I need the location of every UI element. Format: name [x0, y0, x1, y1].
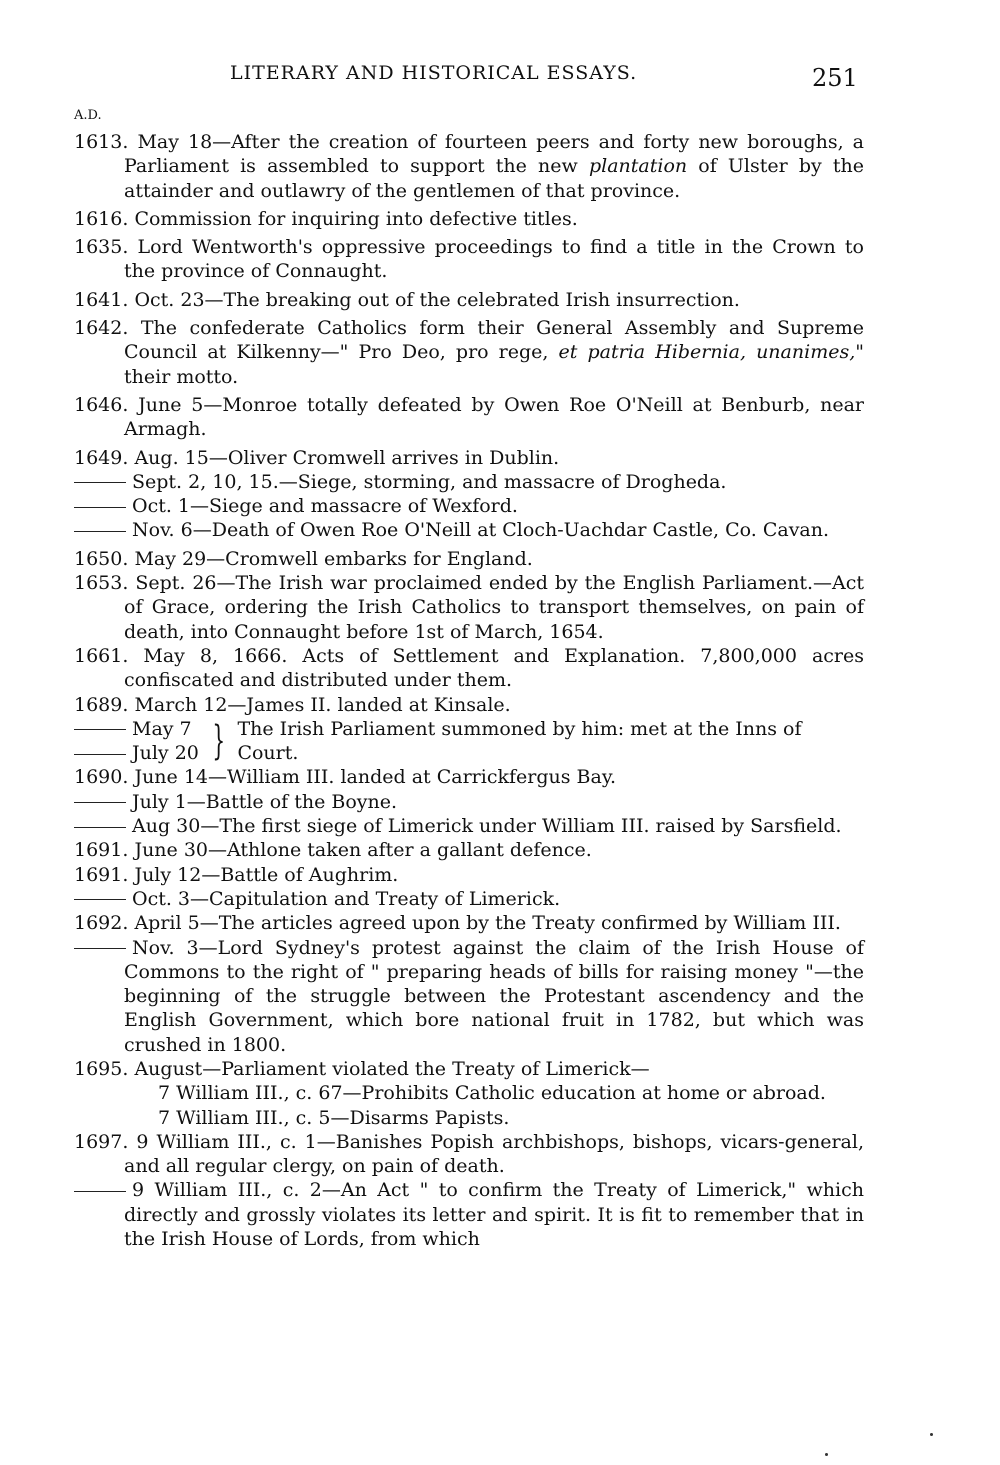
- entry-1697-treaty: 9 William III., c. 2—An Act " to confirm the Treaty of Limerick," which directly and grossly violates its letter and spirit. It is fit to remember that in the Irish House of Lords, from which: [74, 1178, 864, 1251]
- entry-1649-oct: Oct. 1—Siege and massacre of Wexford.: [74, 494, 864, 518]
- entry-1690-aug: Aug 30—The first siege of Limerick under William III. raised by Sarsfield.: [74, 814, 864, 838]
- entry-1697: 1697. 9 William III., c. 1—Banishes Popish archbishops, bishops, vicars-general, and all regular clergy, on pain of death.: [74, 1130, 864, 1178]
- entry-1649-sept: Sept. 2, 10, 15.—Siege, storming, and massacre of Drogheda.: [74, 470, 864, 494]
- entry-1695-disarm: 7 William III., c. 5—Disarms Papists.: [158, 1106, 510, 1129]
- chronology-list: [74, 130, 864, 1251]
- ditto-dash: [74, 948, 126, 949]
- entry-1649-nov: Nov. 6—Death of Owen Roe O'Neill at Cloch-Uachdar Castle, Co. Cavan.: [74, 518, 864, 542]
- ditto-dash: [74, 1191, 126, 1192]
- entry-1613: 1613. May 18—After the creation of fourteen peers and forty new boroughs, a Parliament is assembled to support the new plantation of Ulster by the attainder and outlawry of the gentlemen of that province.: [74, 131, 865, 202]
- entry-1691-july: 1691. July 12—Battle of Aughrim.: [74, 863, 399, 886]
- ditto-dash: [74, 482, 126, 483]
- ditto-dash: [74, 754, 126, 755]
- ditto-dash: [74, 899, 126, 900]
- entry-1661: 1661. May 8, 1666. Acts of Settlement and Explanation. 7,800,000 acres confiscated and distributed under them.: [74, 644, 864, 692]
- ditto-dash: [74, 802, 126, 803]
- brace-glyph: }: [212, 718, 226, 765]
- entry-1641: 1641. Oct. 23—The breaking out of the celebrated Irish insurrection.: [74, 288, 740, 311]
- entry-1642: 1642. The confederate Catholics form their General Assembly and Supreme Council at Kilkenny—" Pro Deo, pro rege, et patria Hibernia, unanimes," their motto.: [74, 317, 864, 388]
- entry-1646: 1646. June 5—Monroe totally defeated by Owen Roe O'Neill at Benburb, near Armagh.: [74, 393, 864, 441]
- running-header: LITERARY AND HISTORICAL ESSAYS.: [230, 62, 638, 84]
- entry-1653: 1653. Sept. 26—The Irish war proclaimed ended by the English Parliament.—Act of Grace, ordering the Irish Catholics to transport themselves, on pain of death, into Connaught before 1st of March, 1654.: [74, 572, 864, 643]
- ad-label: A.D.: [74, 108, 102, 123]
- entry-1616: 1616. Commission for inquiring into defective titles.: [74, 207, 578, 230]
- entry-1692: 1692. April 5—The articles agreed upon by the Treaty confirmed by William III.: [74, 912, 841, 935]
- entry-1690: 1690. June 14—William III. landed at Carrickfergus Bay.: [74, 766, 617, 789]
- entry-1692-nov: Nov. 3—Lord Sydney's protest against the claim of the Irish House of Commons to the right of " preparing heads of bills for raising money "—the beginning of the struggle between the Protestant ascendency and the English Government, which bore national fruit in 1782, but which was crushed in 1800.: [74, 936, 864, 1057]
- page-number: 251: [812, 64, 858, 92]
- ditto-dash: [74, 729, 126, 730]
- entry-1690-july: July 1—Battle of the Boyne.: [74, 790, 864, 814]
- entry-1695: 1695. August—Parliament violated the Treaty of Limerick—: [74, 1057, 650, 1080]
- entry-1691-june: 1691. June 30—Athlone taken after a gallant defence.: [74, 839, 592, 862]
- ditto-dash: [74, 827, 126, 828]
- entry-1650: 1650. May 29—Cromwell embarks for England.: [74, 547, 533, 570]
- entry-1689: 1689. March 12—James II. landed at Kinsale.: [74, 693, 511, 716]
- paper-speck: [825, 1453, 828, 1456]
- ditto-dash: [74, 507, 126, 508]
- paper-speck: [930, 1433, 933, 1436]
- entry-1689-parliament: May 7 July 20 } The Irish Parliament summoned by him: met at the Inns of Court.: [74, 717, 864, 766]
- entry-1691-oct: Oct. 3—Capitulation and Treaty of Limerick.: [74, 887, 864, 911]
- entry-1695-education: 7 William III., c. 67—Prohibits Catholic education at home or abroad.: [158, 1082, 826, 1105]
- entry-1649: 1649. Aug. 15—Oliver Cromwell arrives in Dublin.: [74, 446, 560, 469]
- entry-1635: 1635. Lord Wentworth's oppressive proceedings to find a title in the Crown to the province of Connaught.: [74, 236, 864, 283]
- ditto-dash: [74, 531, 126, 532]
